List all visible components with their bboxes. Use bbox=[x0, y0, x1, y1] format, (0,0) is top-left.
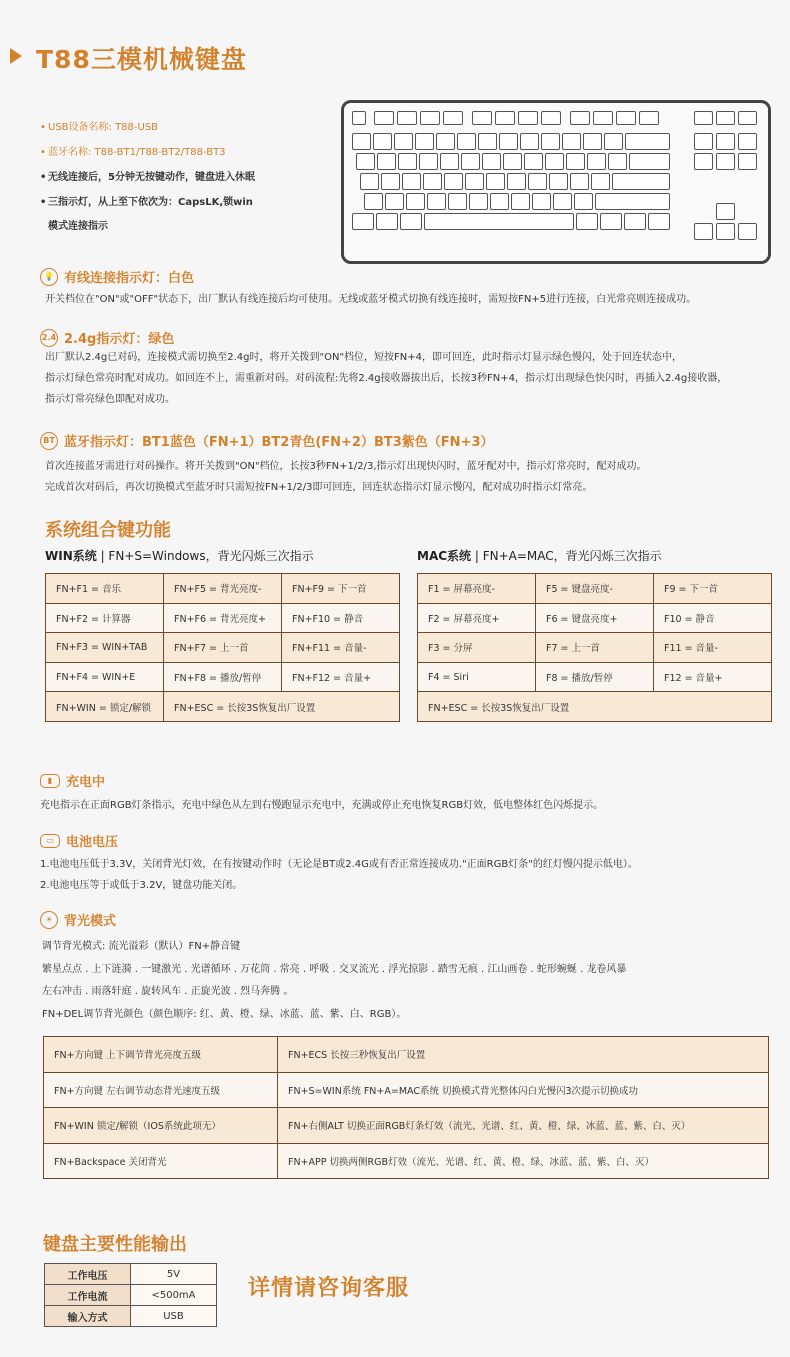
spec-title: 键盘主要性能输出 bbox=[43, 1234, 187, 1255]
keyboard-key bbox=[600, 213, 622, 230]
wired-text bbox=[45, 289, 775, 310]
keyboard-key bbox=[373, 133, 392, 150]
keyboard-key bbox=[576, 213, 598, 230]
intro-text: USB设备名称: T88-USB bbox=[48, 122, 159, 133]
table-cell: FN+F5 = 背光亮度- bbox=[164, 574, 282, 604]
table-cell: F12 = 音量+ bbox=[654, 662, 772, 692]
intro-indicators: • 三指示灯，从上至下依次为：CapsLK,锁win bbox=[40, 197, 253, 208]
para-line: 首次连接蓝牙需进行对码操作。将开关拨到"ON"档位，长按3秒FN+1/2/3,指示灯出现快闪时，蓝牙配对中，指示灯常亮时，配对成功。 bbox=[45, 461, 647, 472]
keyboard-key bbox=[440, 153, 459, 170]
keyboard-key bbox=[482, 153, 501, 170]
mac-key-table bbox=[417, 573, 772, 722]
keyboard-key bbox=[694, 111, 713, 125]
keyboard-key bbox=[423, 173, 442, 190]
keyboard-key bbox=[648, 213, 670, 230]
table-cell: F3 = 分屏 bbox=[418, 633, 536, 663]
keyboard-key bbox=[377, 153, 396, 170]
table-cell: F4 = Siri bbox=[418, 662, 536, 692]
keyboard-key bbox=[541, 111, 561, 125]
keyboard-key bbox=[385, 193, 404, 210]
keyboard-key bbox=[553, 193, 572, 210]
table-row bbox=[418, 603, 772, 633]
spec-value: <500mA bbox=[131, 1285, 217, 1306]
keyboard-key bbox=[694, 133, 713, 150]
table-cell: FN+ESC = 长按3S恢复出厂设置 bbox=[418, 692, 772, 722]
keyboard-key bbox=[427, 193, 446, 210]
keyboard-key bbox=[394, 133, 413, 150]
battery-text bbox=[40, 854, 770, 896]
table-row bbox=[46, 574, 400, 604]
backlight-title: 背光模式 bbox=[64, 914, 117, 929]
table-row bbox=[45, 1306, 217, 1327]
keyboard-key bbox=[716, 203, 735, 220]
win-label: WIN系统 bbox=[45, 549, 97, 563]
consult-text: 详情请咨询客服 bbox=[248, 1276, 410, 1301]
keyboard-key bbox=[406, 193, 425, 210]
para-line: 繁星点点 . 上下涟漪 . 一键激光 . 光谱循环 . 万花筒 . 常亮 . 呼吸 . 交叉流光 . 浮光掠影 . 踏雪无痕 . 江山画卷 . 蛇形蜿蜒 . 龙卷风暴 bbox=[42, 963, 627, 975]
keyboard-key bbox=[360, 173, 379, 190]
keyboard-key bbox=[381, 173, 400, 190]
keyboard-key bbox=[629, 153, 670, 170]
mac-subheading bbox=[417, 547, 662, 564]
keyboard-key bbox=[374, 111, 394, 125]
wired-heading bbox=[40, 267, 194, 286]
keyboard-key bbox=[486, 173, 505, 190]
para-line: FN+DEL调节背光颜色（颜色顺序: 红、黄、橙、绿、冰蓝、蓝、紫、白、RGB）。 bbox=[42, 1008, 407, 1020]
keyboard-key bbox=[507, 173, 526, 190]
keyboard-key bbox=[591, 173, 610, 190]
keyboard-key bbox=[587, 153, 606, 170]
table-row bbox=[46, 692, 400, 722]
keyboard-key bbox=[415, 133, 434, 150]
g24-text bbox=[45, 347, 775, 410]
keyboard-key bbox=[420, 111, 440, 125]
keyboard-key bbox=[352, 111, 366, 125]
keyboard-key bbox=[583, 133, 602, 150]
table-row bbox=[45, 1264, 217, 1285]
table-row bbox=[418, 692, 772, 722]
para-line: 2.电池电压等于或低于3.2V，键盘功能关闭。 bbox=[40, 880, 243, 891]
keyboard-key bbox=[694, 153, 713, 170]
keyboard-key bbox=[424, 213, 574, 230]
spec-key: 输入方式 bbox=[45, 1306, 131, 1327]
table-cell: FN+F2 = 计算器 bbox=[46, 603, 164, 633]
para-line: 出厂默认2.4g已对码，连接模式需切换至2.4g时，将开关拨到"ON"档位，短按FN+4，即可回连，此时指示灯显示绿色慢闪，处于回连状态中， bbox=[45, 352, 683, 363]
keyboard-key bbox=[419, 153, 438, 170]
keyboard-key bbox=[604, 133, 623, 150]
keyboard-key bbox=[562, 133, 581, 150]
keyboard-key bbox=[364, 193, 383, 210]
keyboard-key bbox=[593, 111, 613, 125]
table-row bbox=[46, 633, 400, 663]
table-cell: FN+F4 = WIN+E bbox=[46, 662, 164, 692]
keyboard-key bbox=[461, 153, 480, 170]
para-line: 指示灯绿色常亮时配对成功。如回连不上，需重新对码。对码流程:先将2.4g接收器拔出后，长按3秒FN+4，指示灯出现绿色快闪时，再插入2.4g接收器， bbox=[45, 373, 728, 384]
table-cell: FN+方向键 上下调节背光亮度五级 bbox=[44, 1037, 278, 1073]
keyboard-illustration bbox=[341, 100, 771, 264]
bt-heading bbox=[40, 431, 494, 450]
keyboard-key bbox=[503, 153, 522, 170]
table-row bbox=[44, 1108, 769, 1144]
keyboard-key bbox=[495, 111, 515, 125]
keyboard-key bbox=[397, 111, 417, 125]
table-cell: FN+F3 = WIN+TAB bbox=[46, 633, 164, 663]
keyboard-key bbox=[444, 173, 463, 190]
receiver-icon: 2.4 bbox=[40, 329, 58, 347]
keyboard-key bbox=[738, 153, 757, 170]
keyboard-key bbox=[402, 173, 421, 190]
table-cell: F9 = 下一首 bbox=[654, 574, 772, 604]
win-key-table bbox=[45, 573, 400, 722]
keyboard-key bbox=[469, 193, 488, 210]
table-cell: FN+F12 = 音量+ bbox=[282, 662, 400, 692]
table-cell: FN+WIN 锁定/解锁（IOS系统此项无） bbox=[44, 1108, 278, 1144]
keyboard-key bbox=[694, 223, 713, 240]
keyboard-key bbox=[398, 153, 417, 170]
keyboard-key bbox=[376, 213, 398, 230]
keyboard-key bbox=[524, 153, 543, 170]
table-cell: F1 = 屏幕亮度- bbox=[418, 574, 536, 604]
table-cell: F5 = 键盘亮度- bbox=[536, 574, 654, 604]
table-cell: FN+WIN = 锁定/解锁 bbox=[46, 692, 164, 722]
table-cell: F8 = 播放/暂停 bbox=[536, 662, 654, 692]
win-desc: | FN+S=Windows，背光闪烁三次指示 bbox=[96, 549, 314, 563]
table-cell: F2 = 屏幕亮度+ bbox=[418, 603, 536, 633]
bt-title: 蓝牙指示灯：BT1蓝色（FN+1）BT2青色(FN+2）BT3紫色（FN+3） bbox=[64, 435, 494, 450]
spec-key: 工作电流 bbox=[45, 1285, 131, 1306]
keyboard-key bbox=[570, 173, 589, 190]
intro-text: 蓝牙名称: T88-BT1/T88-BT2/T88-BT3 bbox=[48, 147, 226, 158]
para-line: 1.电池电压低于3.3V，关闭背光灯效，在有按键动作时（无论是BT或2.4G或有否正常连接成功."正面RGB灯条"的红灯慢闪提示低电）。 bbox=[40, 859, 638, 870]
keyboard-key bbox=[528, 173, 547, 190]
keyboard-key bbox=[436, 133, 455, 150]
g24-title: 2.4g指示灯：绿色 bbox=[64, 332, 175, 347]
table-cell: FN+APP 切换两侧RGB灯效（流光、光谱、红、黄、橙、绿、冰蓝、蓝、紫、白、灭） bbox=[278, 1143, 769, 1179]
keyboard-key bbox=[625, 133, 670, 150]
keyboard-key bbox=[549, 173, 568, 190]
battery-charging-icon: ▮ bbox=[40, 774, 60, 788]
bt-text bbox=[45, 456, 775, 498]
intro-bt-name: • 蓝牙名称: T88-BT1/T88-BT2/T88-BT3 bbox=[40, 147, 226, 158]
keyboard-key bbox=[738, 111, 757, 125]
table-row bbox=[45, 1285, 217, 1306]
keyboard-key bbox=[545, 153, 564, 170]
keyboard-key bbox=[478, 133, 497, 150]
table-cell: FN+F8 = 播放/暂停 bbox=[164, 662, 282, 692]
table-cell: F11 = 音量- bbox=[654, 633, 772, 663]
title-arrow-icon bbox=[10, 48, 22, 64]
table-row bbox=[418, 633, 772, 663]
keyboard-key bbox=[624, 213, 646, 230]
para-line: 调节背光模式: 流光溢彩（默认）FN+静音键 bbox=[42, 941, 241, 952]
keyboard-key bbox=[570, 111, 590, 125]
keyboard-key bbox=[443, 111, 463, 125]
spec-key: 工作电压 bbox=[45, 1264, 131, 1285]
keyboard-key bbox=[616, 111, 636, 125]
intro-usb-name: • USB设备名称: T88-USB bbox=[40, 122, 159, 133]
battery-title: 电池电压 bbox=[66, 835, 119, 850]
para-line: 指示灯常亮绿色即配对成功。 bbox=[45, 394, 175, 405]
charging-title: 充电中 bbox=[66, 775, 106, 790]
keyboard-key bbox=[457, 133, 476, 150]
para-line: 完成首次对码后，再次切换模式至蓝牙时只需短按FN+1/2/3即可回连，回连状态指示灯显示慢闪，配对成功时指示灯常亮。 bbox=[45, 482, 593, 493]
light-bulb-icon: ☀ bbox=[40, 911, 58, 929]
keyboard-key bbox=[532, 193, 551, 210]
table-row bbox=[418, 662, 772, 692]
keyboard-key bbox=[639, 111, 659, 125]
keyboard-key bbox=[352, 213, 374, 230]
table-row bbox=[418, 574, 772, 604]
keyboard-key bbox=[352, 133, 371, 150]
backlight-key-table bbox=[43, 1036, 769, 1179]
mac-label: MAC系统 bbox=[417, 549, 472, 563]
keyboard-key bbox=[511, 193, 530, 210]
table-cell: FN+方向键 左右调节动态背光速度五级 bbox=[44, 1072, 278, 1108]
para-line: 开关档位在"ON"或"OFF"状态下，出厂默认有线连接后均可使用。无线或蓝牙模式切换有线连接时，需短按FN+5进行连接，白光常亮则连接成功。 bbox=[45, 294, 697, 305]
keyboard-key bbox=[518, 111, 538, 125]
keyboard-key bbox=[595, 193, 670, 210]
keyboard-key bbox=[448, 193, 467, 210]
table-row bbox=[44, 1143, 769, 1179]
table-cell: FN+F9 = 下一首 bbox=[282, 574, 400, 604]
table-row bbox=[46, 662, 400, 692]
table-cell: FN+Backspace 关闭背光 bbox=[44, 1143, 278, 1179]
keyboard-key bbox=[608, 153, 627, 170]
keyboard-key bbox=[716, 153, 735, 170]
spec-table bbox=[44, 1263, 217, 1327]
table-cell: FN+F11 = 音量- bbox=[282, 633, 400, 663]
table-cell: F7 = 上一首 bbox=[536, 633, 654, 663]
table-cell: F10 = 静音 bbox=[654, 603, 772, 633]
spec-value: USB bbox=[131, 1306, 217, 1327]
keyboard-key bbox=[716, 111, 735, 125]
keyboard-key bbox=[499, 133, 518, 150]
charging-heading bbox=[40, 771, 105, 790]
keyboard-key bbox=[472, 111, 492, 125]
backlight-heading bbox=[40, 910, 116, 929]
keyboard-key bbox=[400, 213, 422, 230]
bluetooth-icon: BT bbox=[40, 432, 58, 450]
table-cell: FN+F10 = 静音 bbox=[282, 603, 400, 633]
page-title: T88三模机械键盘 bbox=[36, 45, 247, 74]
mac-desc: | FN+A=MAC，背光闪烁三次指示 bbox=[471, 549, 662, 563]
para-line: 左右冲击 . 雨落轩庭 . 旋转风车 . 正旋光波 . 烈马奔腾 。 bbox=[42, 986, 294, 997]
g24-heading bbox=[40, 328, 174, 347]
keyboard-key bbox=[716, 133, 735, 150]
intro-mode: 模式连接指示 bbox=[48, 221, 108, 232]
battery-icon: ▭ bbox=[40, 834, 60, 848]
keyboard-key bbox=[574, 193, 593, 210]
table-cell: F6 = 键盘亮度+ bbox=[536, 603, 654, 633]
para-line: 充电指示在正面RGB灯条指示，充电中绿色从左到右慢跑显示充电中，充满或停止充电恢复RGB灯效，低电整体红色闪烁提示。 bbox=[40, 800, 604, 811]
keyboard-key bbox=[520, 133, 539, 150]
keyboard-key bbox=[738, 133, 757, 150]
table-cell: FN+S=WIN系统 FN+A=MAC系统 切换模式背光整体闪白光慢闪3次提示切换成功 bbox=[278, 1072, 769, 1108]
intro-text: 三指示灯，从上至下依次为：CapsLK,锁win bbox=[48, 197, 253, 208]
table-cell: FN+ESC = 长按3S恢复出厂设置 bbox=[164, 692, 400, 722]
keyboard-key bbox=[541, 133, 560, 150]
win-subheading bbox=[45, 547, 314, 564]
spec-value: 5V bbox=[131, 1264, 217, 1285]
keyboard-key bbox=[612, 173, 670, 190]
battery-heading bbox=[40, 831, 118, 850]
bulb-icon: 💡 bbox=[40, 268, 58, 286]
keyboard-key bbox=[490, 193, 509, 210]
charging-text bbox=[40, 795, 770, 816]
table-row bbox=[46, 603, 400, 633]
table-row bbox=[44, 1072, 769, 1108]
table-cell: FN+右侧ALT 切换正面RGB灯条灯效（流光、光谱、红、黄、橙、绿、冰蓝、蓝、紫、白、灭） bbox=[278, 1108, 769, 1144]
keyboard-key bbox=[465, 173, 484, 190]
table-cell: FN+ECS 长按三秒恢复出厂设置 bbox=[278, 1037, 769, 1073]
intro-text: 无线连接后，5分钟无按键动作，键盘进入休眠 bbox=[48, 172, 255, 183]
backlight-text bbox=[42, 936, 772, 1026]
table-row bbox=[44, 1037, 769, 1073]
table-cell: FN+F7 = 上一首 bbox=[164, 633, 282, 663]
intro-sleep: • 无线连接后，5分钟无按键动作，键盘进入休眠 bbox=[40, 172, 255, 183]
keyboard-key bbox=[566, 153, 585, 170]
combo-title: 系统组合键功能 bbox=[45, 520, 171, 541]
keyboard-key bbox=[738, 223, 757, 240]
table-cell: FN+F1 = 音乐 bbox=[46, 574, 164, 604]
keyboard-key bbox=[716, 223, 735, 240]
wired-title: 有线连接指示灯：白色 bbox=[64, 271, 195, 286]
keyboard-key bbox=[356, 153, 375, 170]
table-cell: FN+F6 = 背光亮度+ bbox=[164, 603, 282, 633]
